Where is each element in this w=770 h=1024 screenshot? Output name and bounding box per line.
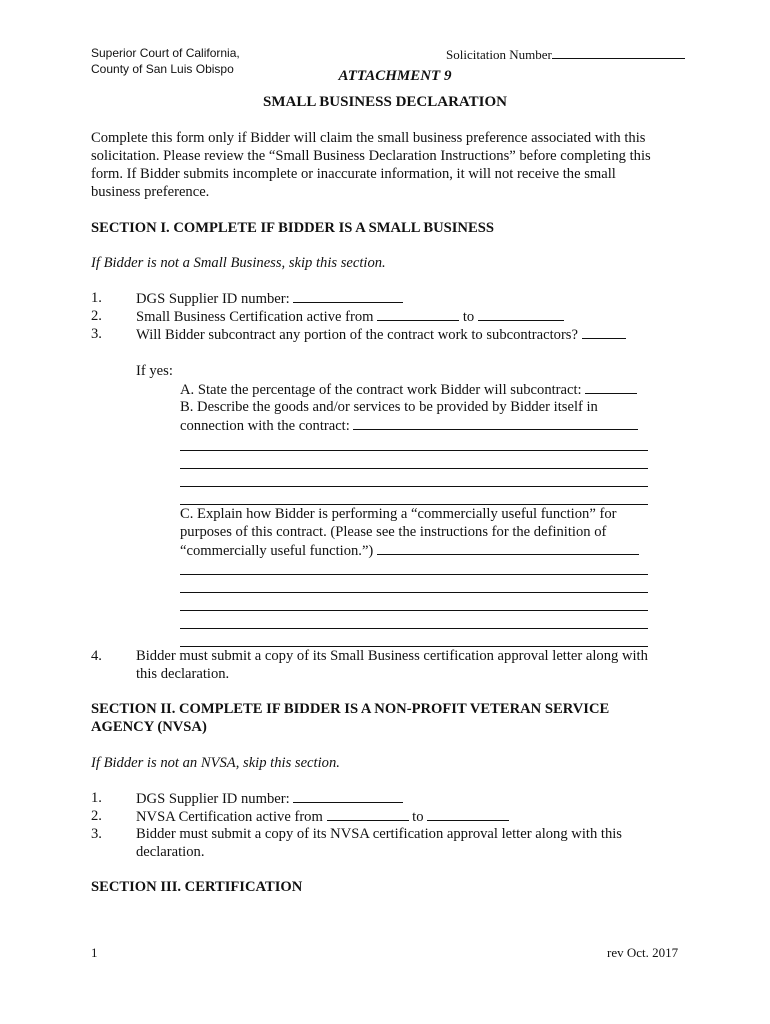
s1-item-4-number: 4.: [91, 648, 102, 664]
intro-paragraph: [91, 129, 691, 201]
s1-describe-line[interactable]: [180, 450, 648, 451]
court-line-2: County of San Luis Obispo: [91, 62, 234, 76]
intro-line: business preference.: [91, 184, 210, 200]
s1-cert-to-field[interactable]: [478, 307, 564, 321]
s1-describe-field[interactable]: [353, 416, 638, 430]
page-title: SMALL BUSINESS DECLARATION: [263, 94, 507, 110]
s1-item-1-number: 1.: [91, 290, 102, 306]
s2-item-1: [136, 789, 403, 808]
s2-item-2-label: NVSA Certification active from: [136, 809, 323, 825]
solicitation-number-field[interactable]: [552, 46, 685, 59]
section-2-skip-note: If Bidder is not an NVSA, skip this section.: [91, 755, 340, 771]
s2-item-3-number: 3.: [91, 826, 102, 842]
section-3-heading: SECTION III. CERTIFICATION: [91, 879, 303, 895]
revision-date: rev Oct. 2017: [607, 945, 679, 960]
s2-item-3-line-1: Bidder must submit a copy of its NVSA certification approval letter along with this: [136, 826, 622, 842]
s1-item-3b-line-2: [180, 416, 638, 435]
s1-item-3c-line-2: purposes of this contract. (Please see the instructions for the definition of: [180, 524, 607, 540]
s1-item-3: [136, 325, 626, 344]
s1-describe-line[interactable]: [180, 468, 648, 469]
s1-item-2: [136, 307, 564, 326]
s1-item-3c-line-3: [180, 541, 639, 560]
s1-explain-line[interactable]: [180, 574, 648, 575]
s1-item-3c-label: “commercially useful function.”): [180, 543, 374, 559]
s2-supplier-id-field[interactable]: [293, 789, 403, 803]
s2-item-1-label: DGS Supplier ID number:: [136, 791, 290, 807]
s1-percentage-field[interactable]: [585, 380, 637, 394]
s1-item-1-label: DGS Supplier ID number:: [136, 291, 290, 307]
s1-subcontract-field[interactable]: [582, 325, 626, 339]
court-line-1: Superior Court of California,: [91, 46, 240, 60]
if-yes-label: If yes:: [136, 363, 173, 379]
s1-item-3a-label: A. State the percentage of the contract work Bidder will subcontract:: [180, 382, 582, 398]
s2-item-3-line-2: declaration.: [136, 844, 205, 860]
s1-item-4-line-1: Bidder must submit a copy of its Small Business certification approval letter along with: [136, 648, 648, 664]
s2-item-1-number: 1.: [91, 790, 102, 806]
s1-item-3c-line-1: C. Explain how Bidder is performing a “commercially useful function” for: [180, 506, 617, 522]
s1-supplier-id-field[interactable]: [293, 289, 403, 303]
s1-item-1: [136, 289, 403, 308]
intro-line: form. If Bidder submits incomplete or inaccurate information, it will not receive the small: [91, 166, 616, 182]
s1-explain-field[interactable]: [377, 541, 639, 555]
solicitation-label: Solicitation Number: [446, 47, 552, 62]
section-1-skip-note: If Bidder is not a Small Business, skip this section.: [91, 255, 386, 271]
s2-cert-to-label: to: [412, 809, 424, 825]
s2-cert-from-field[interactable]: [327, 807, 409, 821]
s1-item-3-label: Will Bidder subcontract any portion of the contract work to subcontractors?: [136, 327, 578, 343]
s1-explain-line[interactable]: [180, 628, 648, 629]
section-1-heading: SECTION I. COMPLETE IF BIDDER IS A SMALL BUSINESS: [91, 220, 494, 236]
s1-explain-line[interactable]: [180, 610, 648, 611]
attachment-label: ATTACHMENT 9: [338, 68, 452, 84]
solicitation-number: [446, 46, 685, 63]
s2-item-2: [136, 807, 509, 826]
section-2-heading-line-2: AGENCY (NVSA): [91, 719, 207, 735]
s1-item-3-number: 3.: [91, 326, 102, 342]
s2-item-2-number: 2.: [91, 808, 102, 824]
s1-item-4-line-2: this declaration.: [136, 666, 230, 682]
s1-describe-line[interactable]: [180, 486, 648, 487]
s1-item-2-label: Small Business Certification active from: [136, 309, 374, 325]
s1-item-2-number: 2.: [91, 308, 102, 324]
s1-explain-line[interactable]: [180, 592, 648, 593]
s2-cert-to-field[interactable]: [427, 807, 509, 821]
s1-item-3b-line-1: B. Describe the goods and/or services to be provided by Bidder itself in: [180, 399, 598, 415]
s1-cert-from-field[interactable]: [377, 307, 459, 321]
s1-cert-to-label: to: [462, 309, 475, 325]
s1-item-3a: [180, 380, 637, 399]
section-2-heading-line-1: SECTION II. COMPLETE IF BIDDER IS A NON-PROFIT VETERAN SERVICE: [91, 701, 610, 717]
page-number: 1: [91, 945, 98, 960]
s1-item-3b-label: connection with the contract:: [180, 418, 350, 434]
intro-line: solicitation. Please review the “Small Business Declaration Instructions” before completing this: [91, 148, 651, 164]
intro-line: Complete this form only if Bidder will claim the small business preference associated with this: [91, 130, 646, 146]
